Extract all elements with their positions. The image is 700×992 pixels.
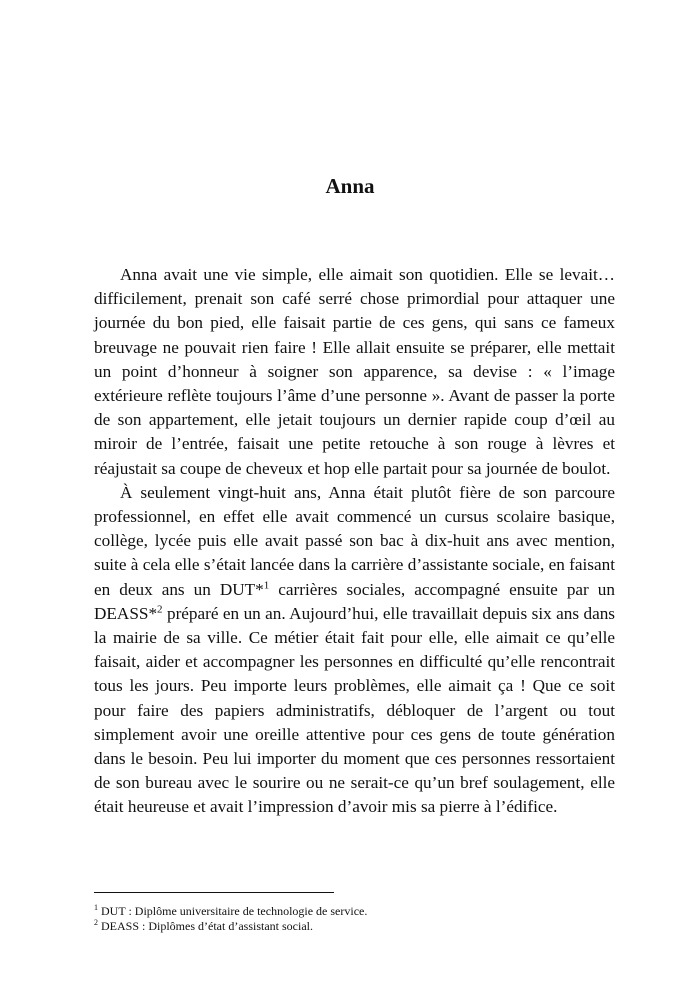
page-title: Anna <box>325 174 375 198</box>
paragraph-1: Anna avait une vie simple, elle aimait son quotidien. Elle se levait… difficilement, prenait son café serré chose primordial pour attaquer une journée du bon pied, elle faisait partie de ces gens, qui sans ce fameux breuvage ne pouvait rien faire ! Elle allait ensuite se préparer, elle mettait un point d’honneur à soigner son apparence, sa devise : « l’image extérieure reflète toujours l’âme d’une personne ». Avant de passer la porte de son appartement, elle jetait toujours un dernier rapide coup d’œil au miroir de l’entrée, faisait une petite retouche à son rouge à lèvres et réajustait sa coupe de cheveux et hop elle partait pour sa journée de boulot. <box>94 265 615 478</box>
footnote-ref-1: 1 <box>263 578 270 591</box>
footnote-ref-2: 2 <box>157 603 163 616</box>
footnote-1 <box>94 904 615 919</box>
footnote-number: 1 <box>94 903 98 912</box>
paragraph-2-text-a: À seulement vingt-huit ans, Anna était plutôt fière de son parcoure professionnel, en effet elle avait commencé un cursus scolaire basique, collège, lycée puis elle avait passé son bac à dix-huit ans avec mention, suite à cela elle s’était lancée dans la carrière d’assistante sociale, en faisant en deux ans un DUT* <box>94 482 615 599</box>
paragraph-2 <box>94 481 615 820</box>
footnote-text: DEASS : Diplômes d’état d’assistant social. <box>98 919 313 933</box>
footnote-2 <box>94 919 615 934</box>
paragraph-2-text-c: préparé en un an. Aujourd’hui, elle travaillait depuis six ans dans la mairie de sa ville. Ce métier était fait pour elle, elle aimait ce qu’elle faisait, aider et accompagner les personnes en difficulté qu’elle rencontrait tous les jours. Peu importe leurs problèmes, elle aimait ça ! Que ce soit pour faire des papiers administratifs, débloquer de l’argent ou tout simplement avoir une oreille attentive pour ces gens de toute génération dans le besoin. Peu lui importer du moment que ces personnes ressortaient de son bureau avec le sourire ou ne serait-ce qu’un bref soulagement, elle était heureuse et avait l’impression d’avoir mis sa pierre à l’édifice. <box>94 603 615 817</box>
footnote-text: DUT : Diplôme universitaire de technologie de service. <box>98 904 368 918</box>
body-text <box>94 263 615 820</box>
paragraph-2-text-b: carrières sociales, accompagné ensuite par un DEASS* <box>94 579 615 623</box>
footnotes <box>94 904 615 934</box>
footnote-number: 2 <box>94 918 98 927</box>
footnote-divider <box>94 892 334 893</box>
